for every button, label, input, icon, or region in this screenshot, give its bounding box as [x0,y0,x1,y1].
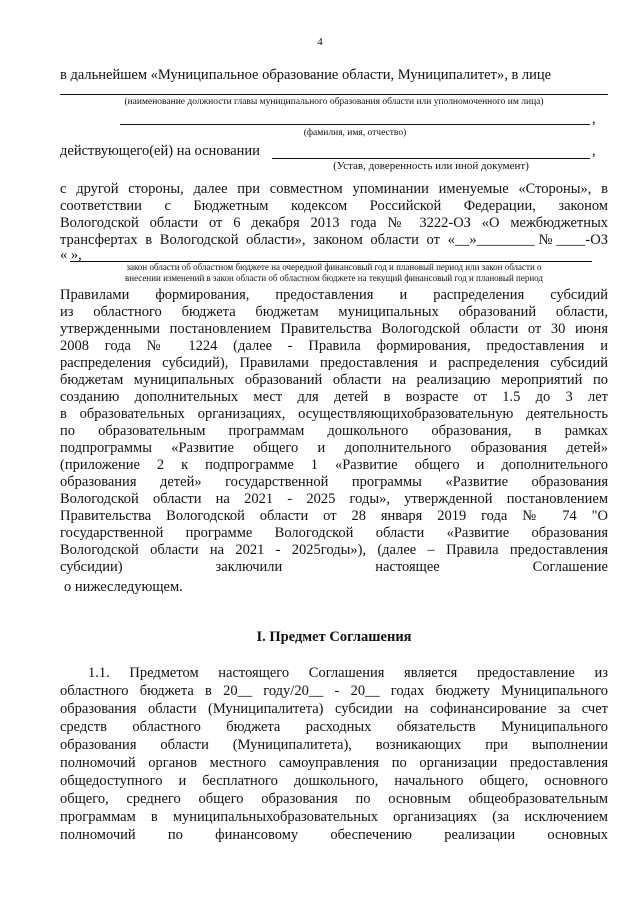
text-line: с другой стороны, далее при совместном упоминании именуемые «Стороны», в [60,181,608,197]
text-line: созданию дополнительных мест для детей в возрасте от 1.5 до 3 лет [60,389,608,405]
text-line: общего, среднего общего образования по основным общеобразовательным [60,791,608,807]
caption-basis: (Устав, доверенность или иной документ) [333,160,529,172]
text-line: государственной программе Вологодской области «Развитие образования [60,525,608,541]
text-line: полномочий по финансовому обеспечению реализации основных [60,827,608,843]
text-line: образования детей» государственной программы «Развитие образования [60,474,608,490]
text-line: Правительства Вологодской области от 28 января 2019 года № 74 "О [60,508,608,524]
caption-name: (фамилия, имя, отчество) [303,128,407,138]
text-line: образования области (Муниципалитета) субсидии на софинансирование за счет [60,701,608,717]
acting-label: действующего(ей) на основании [60,143,260,159]
text-line: Вологодской области от 6 декабря 2013 года № 3222-ОЗ «О межбюджетных [60,215,608,231]
comma: , [592,143,596,159]
text-line: по образовательным программам дошкольного образования, в рамках [60,423,608,439]
page-number: 4 [317,36,323,48]
text-line: утвержденными постановлением Правительства Вологодской области от 30 июня [60,321,608,337]
intro-line: в дальнейшем «Муниципальное образование области, Муниципалитет», в лице [60,67,552,83]
text-line: подпрограммы «Развитие общего и дополнительного образования детей» [60,440,608,456]
text-line: (приложение 2 к подпрограмме 1 «Развитие общего и дополнительного [60,457,608,473]
text-line: 1.1. Предметом настоящего Соглашения является предоставление из [88,665,608,681]
blank-line-official [60,94,608,95]
text-line: общедоступного и бесплатного дошкольного, начального общего, основного [60,773,608,789]
caption-law [60,262,608,284]
text-line: субсидии) заключили настоящее Соглашение [60,559,608,575]
blank-line-name [120,124,590,125]
text-line: областного бюджета в 20__ году/20__ - 20__ годах бюджету Муниципального [60,683,608,699]
text-line: трансфертах в Вологодской области», законом области от «__»________№____-ОЗ [60,232,608,248]
section-title: I. Предмет Соглашения [256,629,412,645]
text-line: бюджетам муниципальных образований области на реализацию мероприятий по [60,372,608,388]
comma: , [592,111,596,127]
text-line: соответствии с Бюджетным кодексом Российской Федерации, законом [60,198,608,214]
blank-line-basis [272,158,590,159]
text-line: из областного бюджета бюджетам муниципальных образований области, [60,304,608,320]
text-line: 2008 года № 1224 (далее - Правила формирования, предоставления и [60,338,608,354]
text-line: Вологодской области на 2021 - 2025годы»), (далее – Правила предоставления [60,542,608,558]
text-line: в образовательных организациях, осуществляющихобразовательную деятельность [60,406,608,422]
text-line: о нижеследующем. [64,579,183,595]
text-line: Правилами формирования, предоставления и распределения субсидий [60,287,608,303]
text-line: средств областного бюджета расходных обязательств Муниципального [60,719,608,735]
caption-official: (наименование должности главы муниципального образования области или уполномоченного им лица) [124,97,544,107]
text-line: Вологодской области на 2021 - 2025 годы», утвержденной постановлением [60,491,608,507]
caption-line: внесении изменений в закон области об областном бюджете на текущий финансовый год и плановый период [125,273,543,283]
text-line: полномочий органов местного самоуправления по организации предоставления [60,755,608,771]
text-line: « », [60,247,82,263]
text-line: программам в муниципальныхобразовательных организациях (за исключением [60,809,608,825]
caption-line: закон области об областном бюджете на очередной финансовый год и плановый период или закон области о [126,262,542,272]
text-line: образования области (Муниципалитета), возникающих при выполнении [60,737,608,753]
text-line: распределения субсидий), Правилами предоставления и распределения субсидий [60,355,608,371]
